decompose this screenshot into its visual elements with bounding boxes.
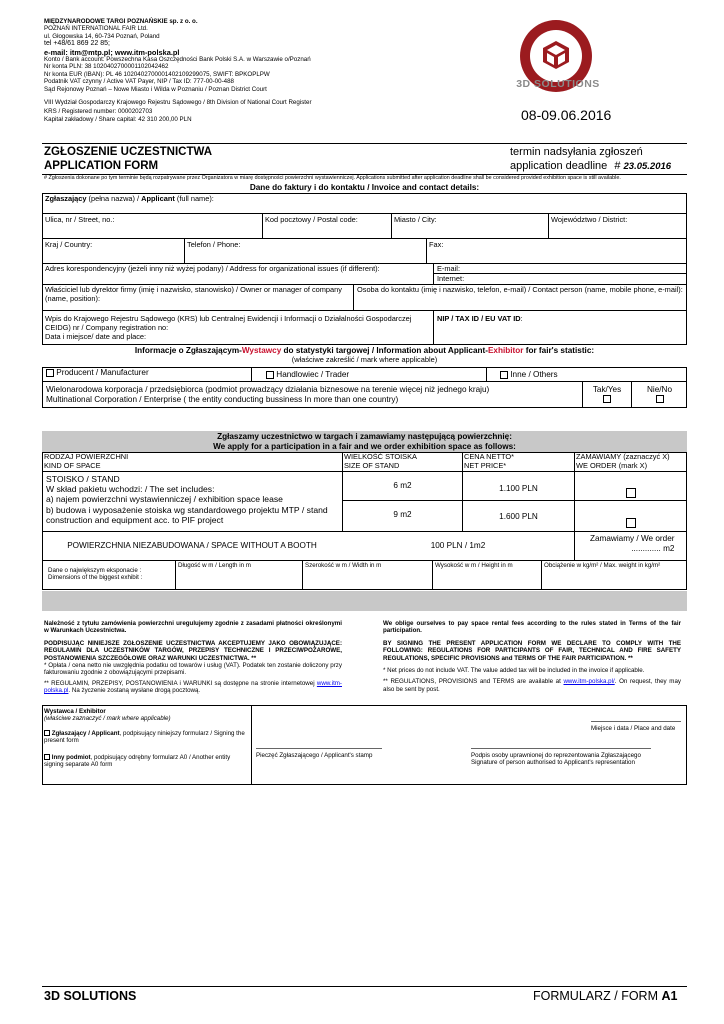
- yes-checkbox[interactable]: [603, 395, 611, 403]
- stand-size-9: 9 m2: [393, 510, 412, 519]
- exhibitor-option-applicant[interactable]: Zgłaszający / Applicant, podpisujący niniejszy formularz / Signing the present form: [44, 729, 245, 745]
- manufacturer-checkbox[interactable]: [46, 369, 54, 377]
- correspondence-address-label[interactable]: Adres korespondencyjny (jeżeli inny niż wyżej podany) / Address for organizational issues (if different):: [45, 264, 380, 273]
- deadline-label-en: application deadline: [510, 160, 608, 172]
- footer-form-id: FORMULARZ / FORM A1: [533, 989, 678, 1003]
- invoice-heading: Dane do faktury i do kontaktu / Invoice and contact details:: [249, 183, 480, 192]
- bank-line: Konto / Bank account: Powszechna Kasa Oszczędności Bank Polski S.A. w Warszawie o/Poznań: [44, 56, 311, 64]
- multinational-yes[interactable]: Tak/Yes: [583, 385, 631, 404]
- applicant-checkbox[interactable]: [44, 730, 50, 736]
- internet-label[interactable]: Internet:: [437, 274, 465, 283]
- form-title-en: APPLICATION FORM: [44, 160, 159, 172]
- email-label[interactable]: E-mail:: [437, 264, 460, 273]
- weight-field[interactable]: Obciążenie w kg/m² / Max. weight in kg/m²: [544, 562, 661, 569]
- deadline-hash: #: [614, 160, 621, 172]
- raw-space-order[interactable]: Zamawiamy / We order ............. m2: [590, 534, 675, 553]
- fax-label[interactable]: Fax:: [429, 240, 444, 249]
- stat-subheading: (właściwe zakreślić / mark where applicable): [291, 355, 438, 364]
- terms-right: We oblige ourselves to pay space rental fees according to the rules stated in Terms of the fair participation. BY SIGNING THE PRESENT APPLICATION FORM WE DECLARE TO COMPLY WITH THE FOLLOWING: REGULATIONS FOR PARTICIPANTS OF FAIR, TECHNICAL AND FIRE SAFETY REGULATIONS, SPECIFIC PROVISIONS and TERMS OF THE FAIR PARTICIPATION. ** * Net prices do not include VAT. The value added tax will be included in the invoice if applicable. ** REGULATIONS, PROVISIONS and TERMS are available at www.itm-polska.pl/. On request, they may also be sent by post.: [383, 620, 681, 693]
- trader-checkbox[interactable]: [266, 371, 274, 379]
- gray-spacer-bar: [42, 591, 687, 611]
- option-others[interactable]: Inne / Others: [500, 370, 558, 380]
- stand-description: STOISKO / STAND W skład pakietu wchodzi: / The set includes: a) najem powierzchni wystawienniczej / exhibition space lease b) budowa i wyposażenie stoiska wg standardowego projektu MTP / stand construction and equipment acc. to PIF project: [46, 474, 328, 525]
- court-line: VIII Wydział Gospodarczy Krajowego Rejestru Sądowego / 8th Division of National Court Register: [44, 99, 312, 107]
- company-name-en: POZNAŃ INTERNATIONAL FAIR Ltd.: [44, 25, 148, 33]
- stand-size-6: 6 m2: [393, 481, 412, 490]
- logo-text: 3D SOLUTIONS: [516, 78, 600, 90]
- exhibitor-block: Wystawca / Exhibitor (właściwe zaznaczyć / mark where applicable) Zgłaszający / Applicant, podpisujący niniejszy formularz / Signing the present form Inny podmiot, podpisujący odrębny formularz A0 / Another entity signing separate A0 form: [44, 708, 249, 768]
- court-line: KRS / Registered number: 0000202703: [44, 108, 153, 116]
- phone-label[interactable]: Telefon / Phone:: [187, 240, 241, 249]
- deadline-block: [510, 145, 671, 174]
- deadline-label-pl: termin nadsyłania zgłoszeń: [510, 146, 643, 158]
- col-we-order: ZAMAWIAMY (zaznaczyć X) WE ORDER (mark X): [576, 452, 670, 470]
- company-email: e-mail: itm@mtp.pl; www.itm-polska.pl: [44, 47, 180, 57]
- bank-line: Nr konta EUR (IBAN): PL 46 1020402700001402109299075, SWIFT: BPKOPLPW: [44, 70, 270, 78]
- city-label[interactable]: Miasto / City:: [394, 215, 437, 224]
- stand-price-9: 1.600 PLN: [499, 512, 538, 521]
- raw-space-price: 100 PLN / 1m2: [430, 541, 486, 550]
- other-entity-checkbox[interactable]: [44, 754, 50, 760]
- place-date-label[interactable]: Miejsce i data / Place and date: [591, 725, 676, 732]
- province-label[interactable]: Województwo / District:: [551, 215, 628, 224]
- stat-heading: Informacje o Zgłaszającym-Wystawcy do statystyki targowej / Information about Applicant-Exhibitor for fair's statistic:: [134, 346, 595, 355]
- biggest-exhibit-label: Dane o największym eksponacie : Dimensions of the biggest exhibit :: [48, 567, 143, 582]
- postal-code-label[interactable]: Kod pocztowy / Postal code:: [265, 215, 358, 224]
- exhibitor-option-other[interactable]: Inny podmiot, podpisujący odrębny formularz A0 / Another entity signing separate A0 form: [44, 753, 231, 769]
- bank-line: Podatnik VAT czynny / Active VAT Payer, NIP / Tax ID: 777-00-00-488: [44, 78, 234, 86]
- itm-link-left[interactable]: www.itm-polska.pl: [44, 679, 342, 695]
- no-checkbox[interactable]: [656, 395, 664, 403]
- contact-person-label[interactable]: Osoba do kontaktu (imię i nazwisko, telefon, e-mail) / Contact person (name, mobile phone, e-mail):: [357, 285, 683, 294]
- nip-label[interactable]: NIP / TAX ID / EU VAT ID:: [437, 314, 523, 323]
- company-name-pl: MIĘDZYNARODOWE TARGI POZNAŃSKIE sp. z o. o.: [44, 18, 198, 25]
- stamp-label[interactable]: Pieczęć Zgłaszającego / Applicant's stamp: [256, 752, 373, 759]
- company-info: [44, 18, 374, 123]
- country-label[interactable]: Kraj / Country:: [45, 240, 93, 249]
- owner-label[interactable]: Właściciel lub dyrektor firmy (imię i nazwisko, stanowisko) / Owner or manager of company (name, position):: [45, 285, 342, 303]
- footer-brand: 3D SOLUTIONS: [44, 989, 137, 1003]
- raw-space-label: POWIERZCHNIA NIEZABUDOWANA / SPACE WITHOUT A BOOTH: [67, 541, 317, 550]
- col-net-price: CENA NETTO* NET PRICE*: [464, 452, 514, 470]
- deadline-date: 23.05.2016: [623, 161, 672, 172]
- event-date: 08-09.06.2016: [521, 107, 612, 123]
- multinational-no[interactable]: Nie/No: [632, 385, 687, 404]
- deadline-note: # Zgłoszenia dokonane po tym terminie będą rozpatrywane przez Organizatora w miarę dostępności powierzchni wystawienniczej. Applications submitted after application deadline shall be considered provided exhibition space is still available.: [44, 175, 621, 181]
- company-phone: tel +48/61 869 22 85;: [44, 40, 110, 48]
- col-size-of-stand: WIELKOŚĆ STOISKA SIZE OF STAND: [344, 452, 417, 470]
- length-field[interactable]: Długość w m / Length in m: [178, 562, 251, 569]
- street-label[interactable]: Ulica, nr / Street, no.:: [45, 215, 115, 224]
- krs-label[interactable]: Wpis do Krajowego Rejestru Sądowego (KRS) lub Centralnej Ewidencji i Informacji o Działalności Gospodarczej CEIDG) nr / Company registration no:: [45, 314, 412, 332]
- height-field[interactable]: Wysokość w m / Height in m: [435, 562, 513, 569]
- col-kind-of-space: RODZAJ POWIERZCHNI KIND OF SPACE: [44, 452, 129, 470]
- company-address: ul. Głogowska 14, 60-734 Poznań, Poland: [44, 32, 160, 40]
- option-manufacturer[interactable]: Producent / Manufacturer: [46, 368, 149, 378]
- itm-link-right[interactable]: www.itm-polska.pl/: [563, 678, 615, 686]
- stand-price-6: 1.100 PLN: [499, 484, 538, 493]
- option-trader[interactable]: Handlowiec / Trader: [266, 370, 349, 380]
- multinational-question: Wielonarodowa korporacja / przedsiębiorca (podmiot prowadzący działania biznesowe na terenie więcej niż jednego kraju) Multinational Corporation / Enterprise ( the entity conducting bussiness In more than one country): [46, 385, 490, 404]
- terms-left: Należność z tytułu zamówienia powierzchni uregulujemy zgodnie z zasadami płatności określonymi w Warunkach Uczestnictwa. PODPISUJĄC NINIEJSZE ZGŁOSZENIE UCZESTNICTWA AKCEPTUJEMY JAKO OBOWIĄZUJĄCE: REGULAMIN DLA UCZESTNIKÓW TARGÓW, PRZEPISY TECHNICZNE I PRZECIWPOŻAROWE, POSTANOWIENIA SZCZEGÓŁOWE ORAZ WARUNKI UCZESTNICTWA. ** * Opłata / cena netto nie uwzględnia podatku od towarów i usług (VAT). Podatek ten zostanie doliczony przy fakturowaniu zgodnie z obowiązującymi przepisami. ** REGULAMIN, PRZEPISY, POSTANOWIENIA i WARUNKI są dostępne na stronie internetowej www.itm-polska.pl. Na życzenie zostaną wysłane drogą pocztową.: [44, 620, 342, 695]
- order-9m2-checkbox[interactable]: [626, 514, 636, 532]
- krs-date-label[interactable]: Data i miejsce/ date and place:: [45, 332, 147, 341]
- court-line: Kapitał zakładowy / Share capital: 42 310 200,00 PLN: [44, 115, 192, 123]
- others-checkbox[interactable]: [500, 371, 508, 379]
- signature-label[interactable]: Podpis osoby uprawnionej do reprezentowania Zgłaszającego Signature of person authorised to Applicant's representation: [471, 752, 641, 767]
- space-heading: Zgłaszamy uczestnictwo w targach i zamawiamy następującą powierzchnię: We apply for a participation in a fair and we order exhibition space as follows:: [42, 431, 687, 453]
- form-title-pl: ZGŁOSZENIE UCZESTNICTWA: [44, 146, 213, 158]
- bank-line: Sąd Rejonowy Poznań – Nowe Miasto i Wilda w Poznaniu / Poznan District Court: [44, 85, 267, 93]
- bank-line: Nr konta PLN: 38 1020402700001102042462: [44, 63, 169, 71]
- applicant-name-label[interactable]: Zgłaszający (pełna nazwa) / Applicant (full name):: [45, 194, 214, 203]
- form-title: [44, 145, 212, 173]
- width-field[interactable]: Szerokość w m / Width in m: [305, 562, 382, 569]
